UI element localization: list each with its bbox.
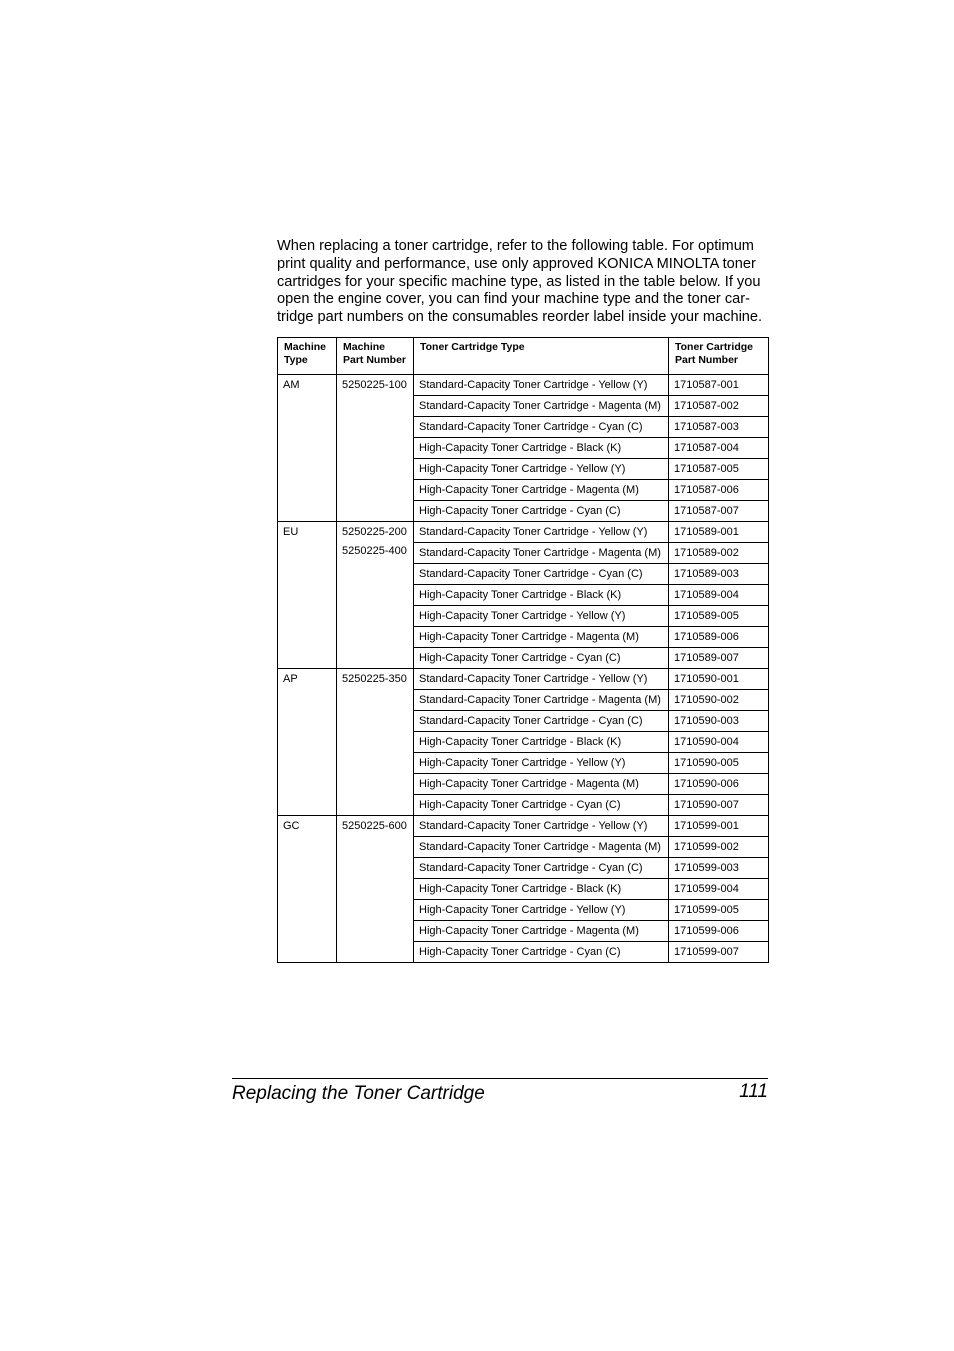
toner-cartridge-part-number-cell: 1710589-002 xyxy=(669,543,769,564)
toner-cartridge-type-cell: High-Capacity Toner Cartridge - Yellow (Y) xyxy=(414,606,669,627)
machine-part-number: 5250225-600 xyxy=(342,820,407,832)
toner-cartridge-part-number-cell: 1710587-006 xyxy=(669,480,769,501)
toner-cartridge-part-number-cell: 1710589-005 xyxy=(669,606,769,627)
machine-type-cell: EU xyxy=(278,522,337,669)
toner-cartridge-type-cell: Standard-Capacity Toner Cartridge - Magenta (M) xyxy=(414,837,669,858)
toner-cartridge-type-cell: Standard-Capacity Toner Cartridge - Yellow (Y) xyxy=(414,522,669,543)
machine-part-number: 5250225-350 xyxy=(342,673,407,685)
intro-line: cartridges for your specific machine type, as listed in the table below. If you xyxy=(277,273,761,290)
toner-cartridge-type-cell: High-Capacity Toner Cartridge - Cyan (C) xyxy=(414,501,669,522)
toner-cartridge-part-number-cell: 1710599-003 xyxy=(669,858,769,879)
toner-cartridge-part-number-cell: 1710587-003 xyxy=(669,417,769,438)
intro-line: open the engine cover, you can find your machine type and the toner car- xyxy=(277,291,750,308)
toner-cartridge-part-number-cell: 1710599-004 xyxy=(669,879,769,900)
table-header-row xyxy=(278,338,769,375)
toner-cartridge-part-number-cell: 1710589-003 xyxy=(669,564,769,585)
header-toner-cartridge-type: Toner Cartridge Type xyxy=(414,338,669,375)
header-machine-part-number: Machine Part Number xyxy=(337,338,414,375)
intro-paragraph xyxy=(277,238,767,327)
intro-line: tridge part numbers on the consumables reorder label inside your machine. xyxy=(277,309,763,326)
toner-cartridge-part-number-cell: 1710590-003 xyxy=(669,711,769,732)
toner-cartridge-type-cell: Standard-Capacity Toner Cartridge - Cyan (C) xyxy=(414,564,669,585)
footer-rule xyxy=(232,1078,768,1079)
footer-title: Replacing the Toner Cartridge xyxy=(232,1083,485,1104)
toner-cartridge-part-number-cell: 1710587-002 xyxy=(669,396,769,417)
toner-cartridge-table xyxy=(277,337,769,963)
toner-cartridge-type-cell: Standard-Capacity Toner Cartridge - Yellow (Y) xyxy=(414,375,669,396)
toner-cartridge-type-cell: High-Capacity Toner Cartridge - Cyan (C) xyxy=(414,942,669,963)
toner-cartridge-type-cell: High-Capacity Toner Cartridge - Magenta (M) xyxy=(414,921,669,942)
toner-cartridge-type-cell: High-Capacity Toner Cartridge - Cyan (C) xyxy=(414,648,669,669)
toner-cartridge-part-number-cell: 1710589-006 xyxy=(669,627,769,648)
toner-cartridge-type-cell: High-Capacity Toner Cartridge - Yellow (Y) xyxy=(414,900,669,921)
toner-cartridge-type-cell: High-Capacity Toner Cartridge - Black (K) xyxy=(414,879,669,900)
table-row xyxy=(278,522,769,543)
toner-cartridge-part-number-cell: 1710599-005 xyxy=(669,900,769,921)
toner-cartridge-part-number-cell: 1710599-002 xyxy=(669,837,769,858)
toner-cartridge-type-cell: High-Capacity Toner Cartridge - Yellow (Y) xyxy=(414,753,669,774)
toner-cartridge-part-number-cell: 1710599-007 xyxy=(669,942,769,963)
table-row xyxy=(278,816,769,837)
machine-part-number-cell xyxy=(337,375,414,522)
intro-line: print quality and performance, use only approved KONICA MINOLTA toner xyxy=(277,255,756,272)
machine-type-cell: AM xyxy=(278,375,337,522)
intro-line: When replacing a toner cartridge, refer to the following table. For optimum xyxy=(277,238,754,254)
machine-part-number-cell xyxy=(337,669,414,816)
toner-cartridge-type-cell: Standard-Capacity Toner Cartridge - Cyan (C) xyxy=(414,711,669,732)
page-number: 111 xyxy=(739,1081,768,1102)
toner-cartridge-part-number-cell: 1710590-007 xyxy=(669,795,769,816)
toner-cartridge-part-number-cell: 1710589-001 xyxy=(669,522,769,543)
toner-cartridge-type-cell: Standard-Capacity Toner Cartridge - Cyan (C) xyxy=(414,417,669,438)
toner-cartridge-part-number-cell: 1710590-005 xyxy=(669,753,769,774)
toner-cartridge-part-number-cell: 1710590-006 xyxy=(669,774,769,795)
toner-cartridge-part-number-cell: 1710589-007 xyxy=(669,648,769,669)
toner-cartridge-part-number-cell: 1710587-001 xyxy=(669,375,769,396)
machine-part-number: 5250225-100 xyxy=(342,379,407,391)
toner-cartridge-part-number-cell: 1710587-004 xyxy=(669,438,769,459)
toner-cartridge-part-number-cell: 1710599-001 xyxy=(669,816,769,837)
machine-type-cell: AP xyxy=(278,669,337,816)
toner-cartridge-type-cell: Standard-Capacity Toner Cartridge - Yellow (Y) xyxy=(414,669,669,690)
toner-cartridge-type-cell: Standard-Capacity Toner Cartridge - Magenta (M) xyxy=(414,396,669,417)
toner-cartridge-type-cell: Standard-Capacity Toner Cartridge - Magenta (M) xyxy=(414,690,669,711)
toner-cartridge-type-cell: High-Capacity Toner Cartridge - Magenta (M) xyxy=(414,774,669,795)
toner-cartridge-type-cell: High-Capacity Toner Cartridge - Cyan (C) xyxy=(414,795,669,816)
header-machine-type: Machine Type xyxy=(278,338,337,375)
table-row xyxy=(278,375,769,396)
machine-part-number: 5250225-400 xyxy=(342,545,407,557)
table-row xyxy=(278,669,769,690)
toner-cartridge-type-cell: Standard-Capacity Toner Cartridge - Cyan (C) xyxy=(414,858,669,879)
machine-part-number-cell xyxy=(337,816,414,963)
machine-part-number-cell xyxy=(337,522,414,669)
toner-cartridge-type-cell: Standard-Capacity Toner Cartridge - Magenta (M) xyxy=(414,543,669,564)
toner-cartridge-part-number-cell: 1710590-004 xyxy=(669,732,769,753)
toner-cartridge-part-number-cell: 1710587-005 xyxy=(669,459,769,480)
toner-cartridge-part-number-cell: 1710599-006 xyxy=(669,921,769,942)
toner-cartridge-part-number-cell: 1710590-002 xyxy=(669,690,769,711)
toner-cartridge-part-number-cell: 1710589-004 xyxy=(669,585,769,606)
machine-part-number: 5250225-200 xyxy=(342,526,407,538)
toner-cartridge-type-cell: High-Capacity Toner Cartridge - Magenta (M) xyxy=(414,480,669,501)
toner-cartridge-part-number-cell: 1710587-007 xyxy=(669,501,769,522)
toner-cartridge-type-cell: High-Capacity Toner Cartridge - Black (K) xyxy=(414,438,669,459)
toner-cartridge-type-cell: High-Capacity Toner Cartridge - Magenta (M) xyxy=(414,627,669,648)
machine-type-cell: GC xyxy=(278,816,337,963)
toner-cartridge-type-cell: High-Capacity Toner Cartridge - Yellow (Y) xyxy=(414,459,669,480)
header-toner-cartridge-part-number: Toner Cartridge Part Number xyxy=(669,338,769,375)
toner-cartridge-part-number-cell: 1710590-001 xyxy=(669,669,769,690)
toner-cartridge-type-cell: High-Capacity Toner Cartridge - Black (K) xyxy=(414,732,669,753)
toner-cartridge-type-cell: Standard-Capacity Toner Cartridge - Yellow (Y) xyxy=(414,816,669,837)
table-body xyxy=(278,375,769,963)
toner-cartridge-type-cell: High-Capacity Toner Cartridge - Black (K) xyxy=(414,585,669,606)
